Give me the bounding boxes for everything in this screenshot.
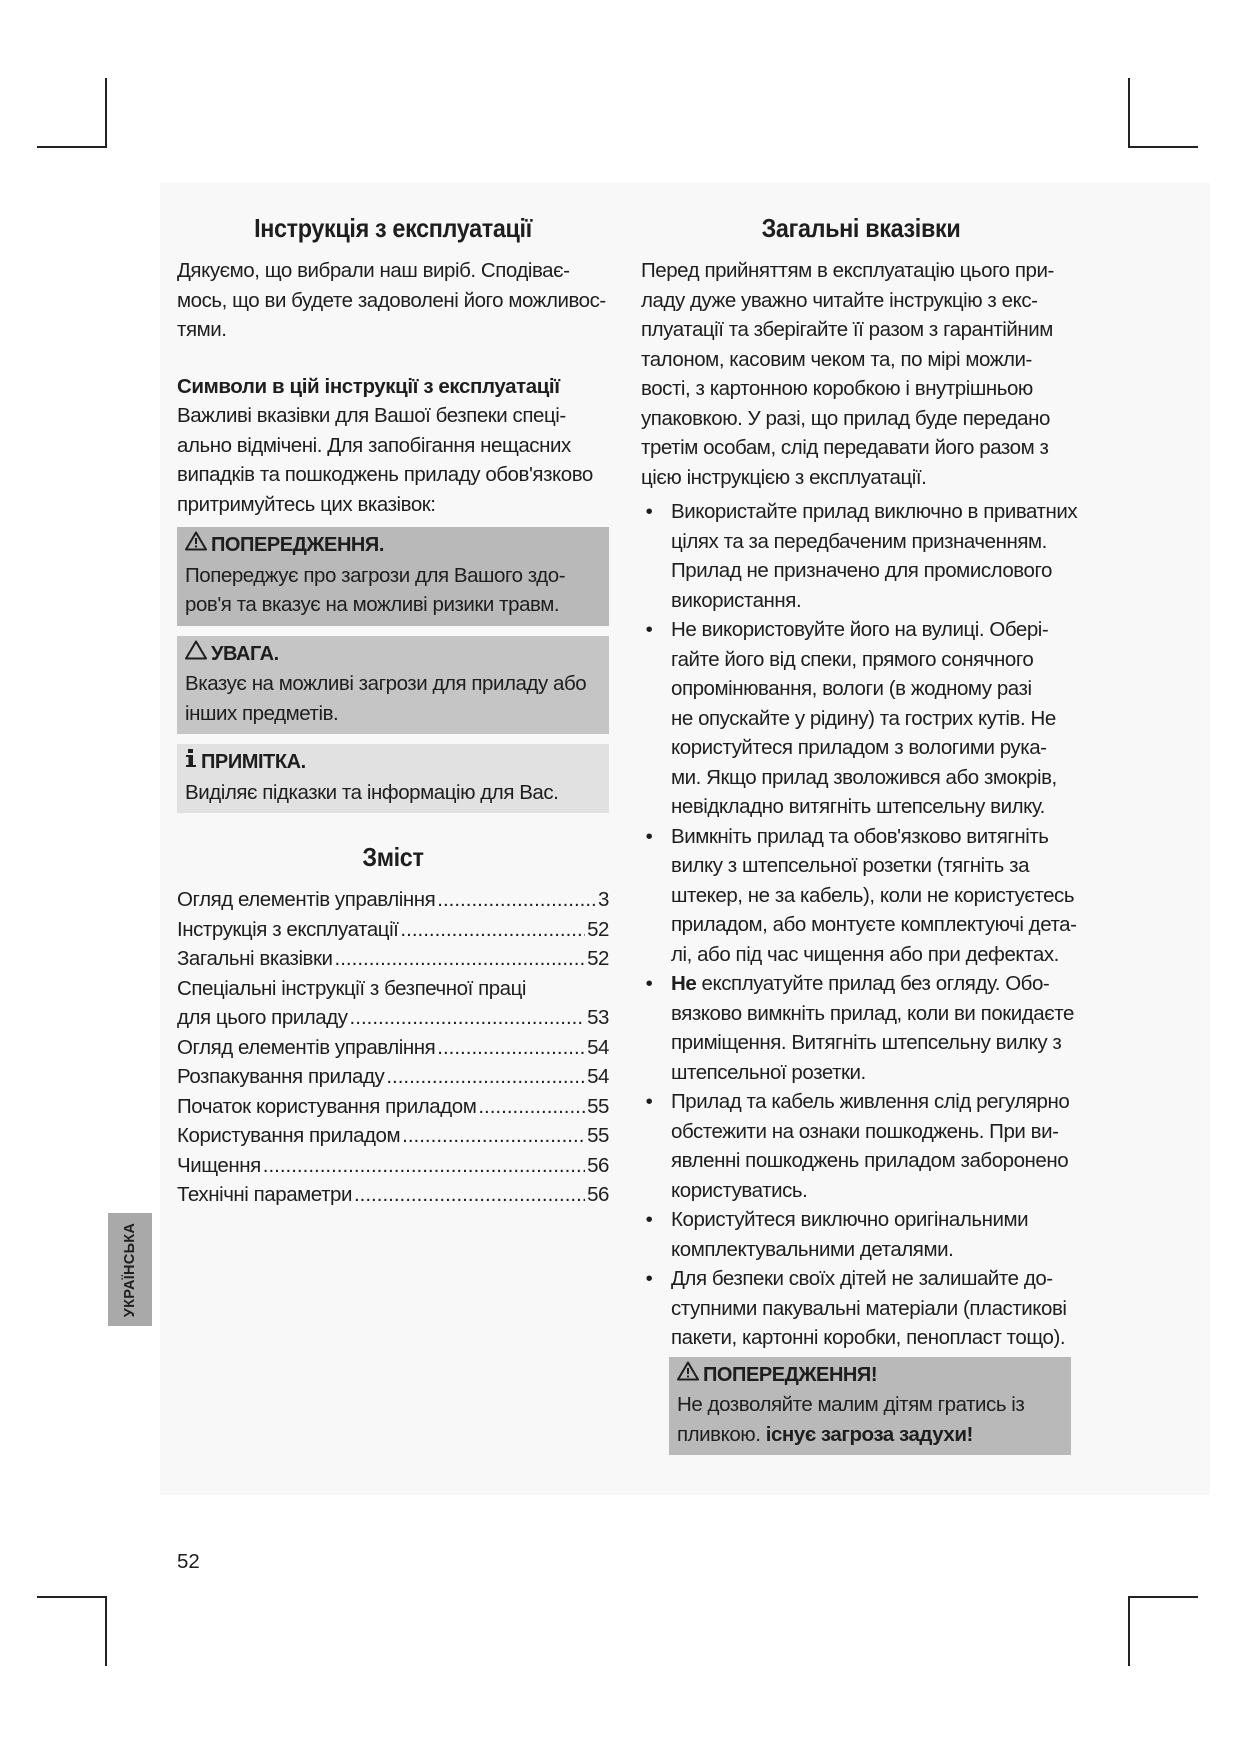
crop-mark <box>1128 146 1198 148</box>
note-box: ПРИМІТКА. Виділяє підказки та інформацію для Вас. <box>177 744 609 813</box>
toc-entry: Технічні параметри ..... 56 <box>177 1180 609 1210</box>
caution-title: УВАГА. <box>211 642 279 665</box>
toc-entry: Розпакування приладу ..... 54 <box>177 1062 609 1092</box>
general-intro-paragraph: Перед прийняттям в експлуатацію цього при- ладу дуже уважно читайте інструкцію з екс- плуатації та зберігайте її разом з гарантійним талоном, касовим чеком та, по мірі можли- вості, з картонною коробкою і внутрішньою упаковкою. У разі, що прилад буде передано третім особам, слід передавати його разом з цією інструкцією з експлуатації. <box>641 259 1054 489</box>
warning-title: ПОПЕРЕДЖЕННЯ. <box>211 534 384 556</box>
toc-entry: Загальні вказівки ..... 52 <box>177 944 609 974</box>
intro-paragraph: Дякуємо, що вибрали наш виріб. Сподіває- мось, що ви будете задоволені його можливос- тями. <box>177 259 606 341</box>
language-tab <box>108 1213 152 1326</box>
child-warning-box: ПОПЕРЕДЖЕННЯ! Не дозволяйте малим дітям гратись із пливкою. існує загроза задухи! <box>669 1357 1071 1456</box>
list-item: • Користуйтеся виключно оригінальними комплектувальними деталями. <box>641 1205 1081 1264</box>
symbols-heading: Символи в цій інструкції з експлуатації <box>177 374 560 398</box>
list-item: • Вимкніть прилад та обов'язково витягніть вилку з штепсельної розетки (тягніть за штекер, не за кабель), коли не користуєтесь приладом, або монтуєте комплектуючі дета- лі, або під час чищення або при дефектах. <box>641 822 1081 970</box>
warning-triangle-icon <box>185 531 207 561</box>
safety-bullet-list <box>641 497 1081 1353</box>
section-title-instructions: Інструкція з експлуатації <box>254 213 532 243</box>
toc-entry: Чищення ..... 56 <box>177 1151 609 1181</box>
list-item: • Не використовуйте його на вулиці. Обері- гайте його від спеки, прямого сонячного опромінювання, вологи (в жодному разі не опускайте у рідину) та гострих кутів. Не користуйтеся приладом з вологими рука- ми. Якщо прилад зволожився або змокрів, невідкладно витягніть штепсельну вилку. <box>641 615 1081 822</box>
crop-mark <box>1128 1596 1130 1666</box>
toc-entry: для цього приладу ..... 53 <box>177 1003 609 1033</box>
crop-mark <box>105 1596 107 1666</box>
symbols-paragraph: Важливі вказівки для Вашої безпеки спеці- ально відмічені. Для запобігання нещасних випадків та пошкоджень приладу обов'язково притримуйтесь цих вказівок: <box>177 404 593 516</box>
note-title: ПРИМІТКА. <box>201 751 306 773</box>
warning-title: ПОПЕРЕДЖЕННЯ! <box>703 1363 878 1386</box>
section-title-general: Загальні вказівки <box>761 213 961 243</box>
toc-entry: Користування приладом ..... 55 <box>177 1121 609 1151</box>
list-item: • Не експлуатуйте прилад без огляду. Обо- вязково вимкніть прилад, коли ви покидаєте приміщення. Витягніть штепсельну вилку з штепсельної розетки. <box>641 969 1081 1087</box>
language-label: УКРАЇНСЬКА <box>122 1222 138 1317</box>
toc-entry: Спеціальні інструкції з безпечної праці <box>177 976 527 1000</box>
toc-entry: Інструкція з експлуатації ..... 52 <box>177 915 609 945</box>
right-column <box>641 213 1081 1455</box>
list-item: • Прилад та кабель живлення слід регулярно обстежити на ознаки пошкоджень. При ви- явленні пошкоджень приладом заборонено користуватись. <box>641 1087 1081 1205</box>
toc-entry: Початок користування приладом ..... 55 <box>177 1092 609 1122</box>
caution-box: УВАГА. Вказує на можливі загрози для приладу або інших предметів. <box>177 636 609 735</box>
crop-mark <box>37 146 107 148</box>
list-item: • Для безпеки своїх дітей не залишайте до- ступними пакувальні матеріали (пластикові пакети, картонні коробки, пенопласт тощо). <box>641 1264 1081 1353</box>
toc-entry: Огляд елементів управління ..... 54 <box>177 1033 609 1063</box>
list-item: • Використайте прилад виключно в приватних цілях та за передбаченим призначенням. Прилад не призначено для промислового використання. <box>641 497 1081 615</box>
info-icon <box>185 748 197 778</box>
crop-mark <box>1128 1596 1198 1598</box>
toc-entry: Огляд елементів управління ..... 3 <box>177 885 609 915</box>
crop-mark <box>1128 78 1130 148</box>
left-column <box>177 213 609 1210</box>
caution-triangle-icon <box>185 640 207 670</box>
crop-mark <box>37 1596 107 1598</box>
crop-mark <box>105 78 107 148</box>
page-number: 52 <box>177 1550 200 1573</box>
warning-triangle-icon <box>677 1361 699 1391</box>
toc-title: Зміст <box>362 842 424 872</box>
warning-box: ПОПЕРЕДЖЕННЯ. Попереджує про загрози для Вашого здо- ров'я та вказує на можливі ризики травм. <box>177 527 609 626</box>
table-of-contents <box>177 885 609 1210</box>
